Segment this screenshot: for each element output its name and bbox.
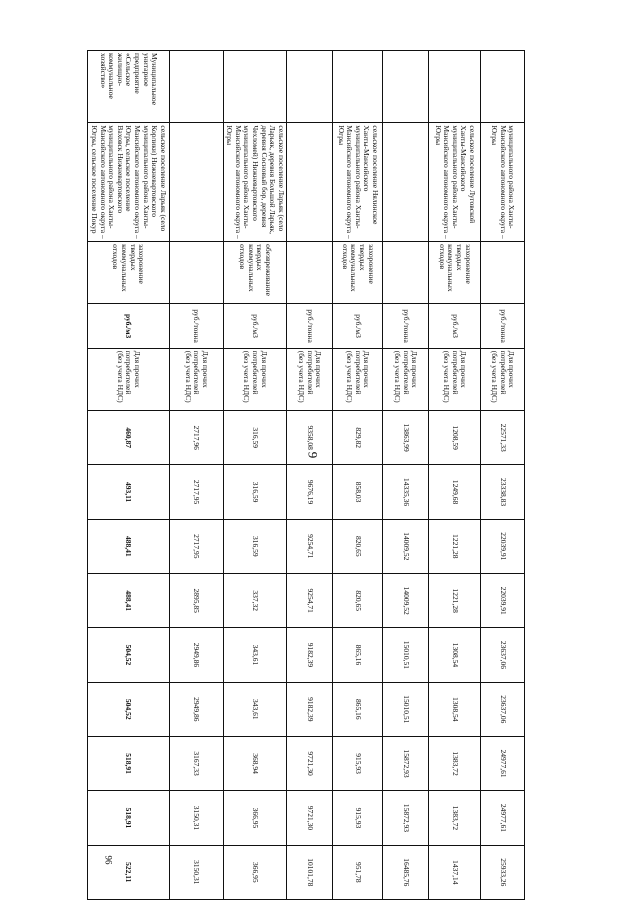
tariff-value-cell: 2717,95 xyxy=(169,465,223,519)
tariff-value-cell: 518,91 xyxy=(87,736,169,790)
tariff-value-cell: 2717,96 xyxy=(169,411,223,465)
tariff-value-cell: 3167,33 xyxy=(169,736,223,790)
tariff-value-cell: 14009,52 xyxy=(383,519,429,573)
tariff-value-cell: 343,61 xyxy=(223,682,286,736)
tariff-value-cell: 316,59 xyxy=(223,465,286,519)
territory-cell: сельское поселение Нялинское Ханты-Мансийского муниципального района Ханты-Мансийского автономного округа – Югры xyxy=(333,123,383,242)
tariff-value-cell: 2949,86 xyxy=(169,682,223,736)
tariff-value-cell: 1383,72 xyxy=(429,736,481,790)
tariff-value-cell: 24977,61 xyxy=(481,791,525,845)
tariff-value-cell: 2717,95 xyxy=(169,519,223,573)
operator-cell xyxy=(223,51,286,123)
tariff-value-cell: 9182,39 xyxy=(287,628,333,682)
tariff-value-cell: 23338,83 xyxy=(481,465,525,519)
tariff-value-cell: 9358,08 xyxy=(287,411,333,465)
consumer-cell: Для прочих потребителей (без учета НДС) xyxy=(429,348,481,410)
tariff-value-cell: 1249,68 xyxy=(429,465,481,519)
unit-cell: руб./тонна xyxy=(383,304,429,348)
unit-cell: руб./м3 xyxy=(87,304,169,348)
tariff-value-cell: 9721,30 xyxy=(287,736,333,790)
unit-cell: руб./тонна xyxy=(287,304,333,348)
tariff-value-cell: 865,16 xyxy=(333,682,383,736)
tariff-value-cell: 3150,31 xyxy=(169,791,223,845)
tariff-value-cell: 1308,54 xyxy=(429,682,481,736)
table-row xyxy=(87,51,169,900)
operator-cell xyxy=(429,51,481,123)
tariff-value-cell: 488,41 xyxy=(87,574,169,628)
operator-cell xyxy=(333,51,383,123)
table-row xyxy=(481,51,525,900)
tariff-value-cell: 915,93 xyxy=(333,736,383,790)
tariff-value-cell: 865,16 xyxy=(333,628,383,682)
tariff-value-cell: 15872,93 xyxy=(383,736,429,790)
tariff-value-cell: 15010,51 xyxy=(383,628,429,682)
table-row xyxy=(429,51,481,900)
tariff-value-cell: 366,95 xyxy=(223,845,286,899)
rotated-table-wrapper xyxy=(89,50,525,900)
unit-cell: руб./м3 xyxy=(333,304,383,348)
tariff-value-cell: 1383,72 xyxy=(429,791,481,845)
tariff-value-cell: 22039,91 xyxy=(481,519,525,573)
tariff-value-cell: 343,61 xyxy=(223,628,286,682)
tariff-value-cell: 316,59 xyxy=(223,519,286,573)
territory-cell xyxy=(383,123,429,242)
unit-cell: руб./м3 xyxy=(223,304,286,348)
tariff-table xyxy=(87,50,525,900)
tariff-value-cell: 1221,28 xyxy=(429,519,481,573)
territory-cell: сельское поселение Ларьяк (село Корлики) Нижневартовского муниципального района Ханты-Мансийского автономного округа – Югры, сельское поселение Ваховск Нижневартовского муниципального района Ханты-Мансийского автономного округа – Югры, сельское поселение Покур xyxy=(87,123,169,242)
page-number: 9 xyxy=(305,451,321,459)
territory-cell xyxy=(169,123,223,242)
tariff-value-cell: 1208,59 xyxy=(429,411,481,465)
tariff-value-cell: 1437,14 xyxy=(429,845,481,899)
tariff-value-cell: 3150,31 xyxy=(169,845,223,899)
consumer-cell: Для прочих потребителей (без учета НДС) xyxy=(87,348,169,410)
operator-cell xyxy=(481,51,525,123)
unit-cell: руб./м3 xyxy=(429,304,481,348)
tariff-value-cell: 858,03 xyxy=(333,465,383,519)
tariff-value-cell: 1221,28 xyxy=(429,574,481,628)
consumer-cell: Для прочих потребителей (без учета НДС) xyxy=(223,348,286,410)
operator-cell xyxy=(383,51,429,123)
service-cell xyxy=(287,242,333,304)
tariff-value-cell: 504,52 xyxy=(87,682,169,736)
unit-cell: руб./тонна xyxy=(169,304,223,348)
service-cell: обезвреживание твердых коммунальных отходов xyxy=(223,242,286,304)
territory-cell xyxy=(287,123,333,242)
territory-cell: муниципального района Ханты-Мансийского автономного округа – Югры xyxy=(481,123,525,242)
tariff-value-cell: 488,41 xyxy=(87,519,169,573)
operator-cell xyxy=(287,51,333,123)
tariff-value-cell: 504,52 xyxy=(87,628,169,682)
tariff-value-cell: 25933,26 xyxy=(481,845,525,899)
tariff-value-cell: 915,93 xyxy=(333,791,383,845)
tariff-value-cell: 14009,52 xyxy=(383,574,429,628)
service-cell: захоронение твердых коммунальных отходов xyxy=(429,242,481,304)
consumer-cell: Для прочих потребителей (без учета НДС) xyxy=(383,348,429,410)
tariff-value-cell: 22571,33 xyxy=(481,411,525,465)
tariff-value-cell: 15872,93 xyxy=(383,791,429,845)
side-number: 96 xyxy=(103,855,114,865)
tariff-value-cell: 522,11 xyxy=(87,845,169,899)
tariff-value-cell: 366,95 xyxy=(223,791,286,845)
tariff-value-cell: 13863,99 xyxy=(383,411,429,465)
operator-cell xyxy=(169,51,223,123)
table-row xyxy=(169,51,223,900)
table-row xyxy=(333,51,383,900)
consumer-cell: Для прочих потребителей (без учета НДС) xyxy=(287,348,333,410)
table-body xyxy=(87,51,524,900)
tariff-value-cell: 2949,86 xyxy=(169,628,223,682)
tariff-value-cell: 316,59 xyxy=(223,411,286,465)
unit-cell: руб./тонна xyxy=(481,304,525,348)
tariff-value-cell: 829,82 xyxy=(333,411,383,465)
table-row xyxy=(287,51,333,900)
tariff-value-cell: 518,91 xyxy=(87,791,169,845)
tariff-value-cell: 14335,36 xyxy=(383,465,429,519)
tariff-value-cell: 337,32 xyxy=(223,574,286,628)
tariff-value-cell: 16485,76 xyxy=(383,845,429,899)
territory-cell: сельское поселение Ларьяк (село Ларьяк, деревня Большой Ларьяк, деревня Сосновый бор, деревня Чехломей) Нижневартовского муниципального района Ханты-Мансийского автономного округа – Югры xyxy=(223,123,286,242)
tariff-value-cell: 22039,91 xyxy=(481,574,525,628)
service-cell xyxy=(383,242,429,304)
service-cell: захоронение твердых коммунальных отходов xyxy=(87,242,169,304)
territory-cell: сельское поселение Луговской Ханты-Мансийского муниципального района Ханты-Мансийского автономного округа – Югры xyxy=(429,123,481,242)
tariff-value-cell: 9676,19 xyxy=(287,465,333,519)
tariff-value-cell: 9721,30 xyxy=(287,791,333,845)
tariff-value-cell: 460,87 xyxy=(87,411,169,465)
tariff-value-cell: 820,65 xyxy=(333,574,383,628)
tariff-value-cell: 951,78 xyxy=(333,845,383,899)
tariff-value-cell: 10101,78 xyxy=(287,845,333,899)
table-row xyxy=(223,51,286,900)
service-cell xyxy=(481,242,525,304)
consumer-cell: Для прочих потребителей (без учета НДС) xyxy=(169,348,223,410)
tariff-value-cell: 23637,06 xyxy=(481,628,525,682)
tariff-value-cell: 9254,71 xyxy=(287,519,333,573)
consumer-cell: Для прочих потребителей (без учета НДС) xyxy=(333,348,383,410)
tariff-value-cell: 2895,85 xyxy=(169,574,223,628)
service-cell: захоронение твердых коммунальных отходов xyxy=(333,242,383,304)
tariff-value-cell: 9254,71 xyxy=(287,574,333,628)
tariff-value-cell: 24977,61 xyxy=(481,736,525,790)
consumer-cell: Для прочих потребителей (без учета НДС) xyxy=(481,348,525,410)
tariff-value-cell: 15010,51 xyxy=(383,682,429,736)
table-row xyxy=(383,51,429,900)
tariff-value-cell: 493,11 xyxy=(87,465,169,519)
tariff-value-cell: 820,65 xyxy=(333,519,383,573)
tariff-value-cell: 9182,39 xyxy=(287,682,333,736)
tariff-value-cell: 1308,54 xyxy=(429,628,481,682)
tariff-value-cell: 23637,06 xyxy=(481,682,525,736)
operator-cell: Муниципальное унитарное предприятие «Сельское жилищно-коммунальное хозяйство» xyxy=(87,51,169,123)
service-cell xyxy=(169,242,223,304)
tariff-value-cell: 368,94 xyxy=(223,736,286,790)
